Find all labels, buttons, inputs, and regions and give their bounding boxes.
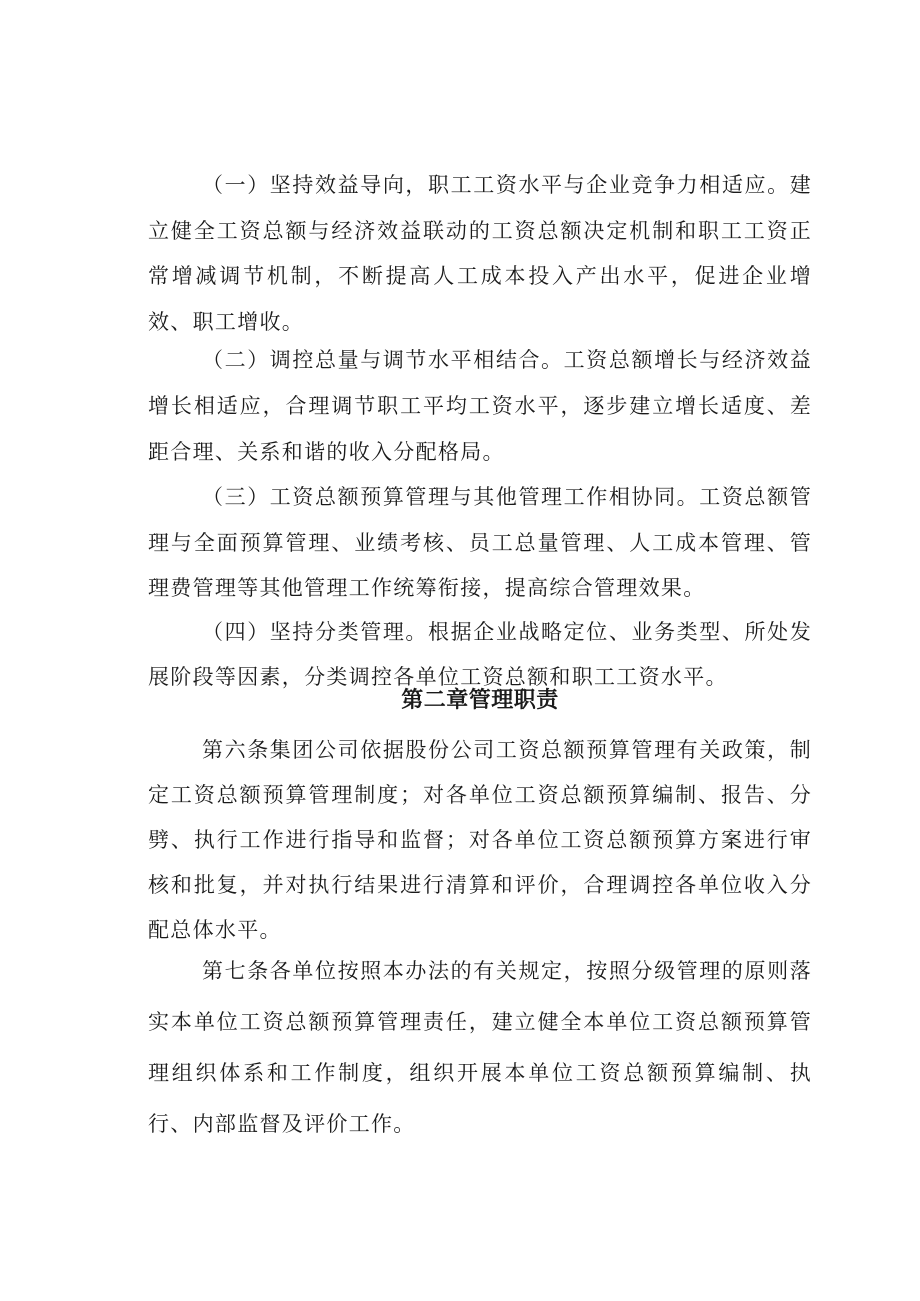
- principle-paragraph-3: （三）工资总额预算管理与其他管理工作相协同。工资总额管理与全面预算管理、业绩考核、员工总量管理、人工成本管理、管理费管理等其他管理工作统筹衔接，提高综合管理效果。: [148, 485, 812, 600]
- chapter-heading: 第二章管理职责: [401, 688, 559, 713]
- principle-paragraph-4: （四）坚持分类管理。根据企业战略定位、业务类型、所处发展阶段等因素，分类调控各单位工资总额和职工工资水平。: [148, 620, 812, 689]
- article-7-paragraph: 第七条各单位按照本办法的有关规定，按照分级管理的原则落实本单位工资总额预算管理责任，建立健全本单位工资总额预算管理组织体系和工作制度，组织开展本单位工资总额预算编制、执行、内部监督及评价工作。: [148, 959, 812, 1136]
- article-6-paragraph: 第六条集团公司依据股份公司工资总额预算管理有关政策，制定工资总额预算管理制度；对各单位工资总额预算编制、报告、分劈、执行工作进行指导和监督；对各单位工资总额预算方案进行审核和批复，并对执行结果进行清算和评价，合理调控各单位收入分配总体水平。: [148, 738, 812, 942]
- principle-paragraph-1: （一）坚持效益导向，职工工资水平与企业竞争力相适应。建立健全工资总额与经济效益联动的工资总额决定机制和职工工资正常增减调节机制，不断提高人工成本投入产出水平，促进企业增效、职工增收。: [148, 173, 812, 334]
- principle-paragraph-2: （二）调控总量与调节水平相结合。工资总额增长与经济效益增长相适应，合理调节职工平均工资水平，逐步建立增长适度、差距合理、关系和谐的收入分配格局。: [148, 348, 812, 464]
